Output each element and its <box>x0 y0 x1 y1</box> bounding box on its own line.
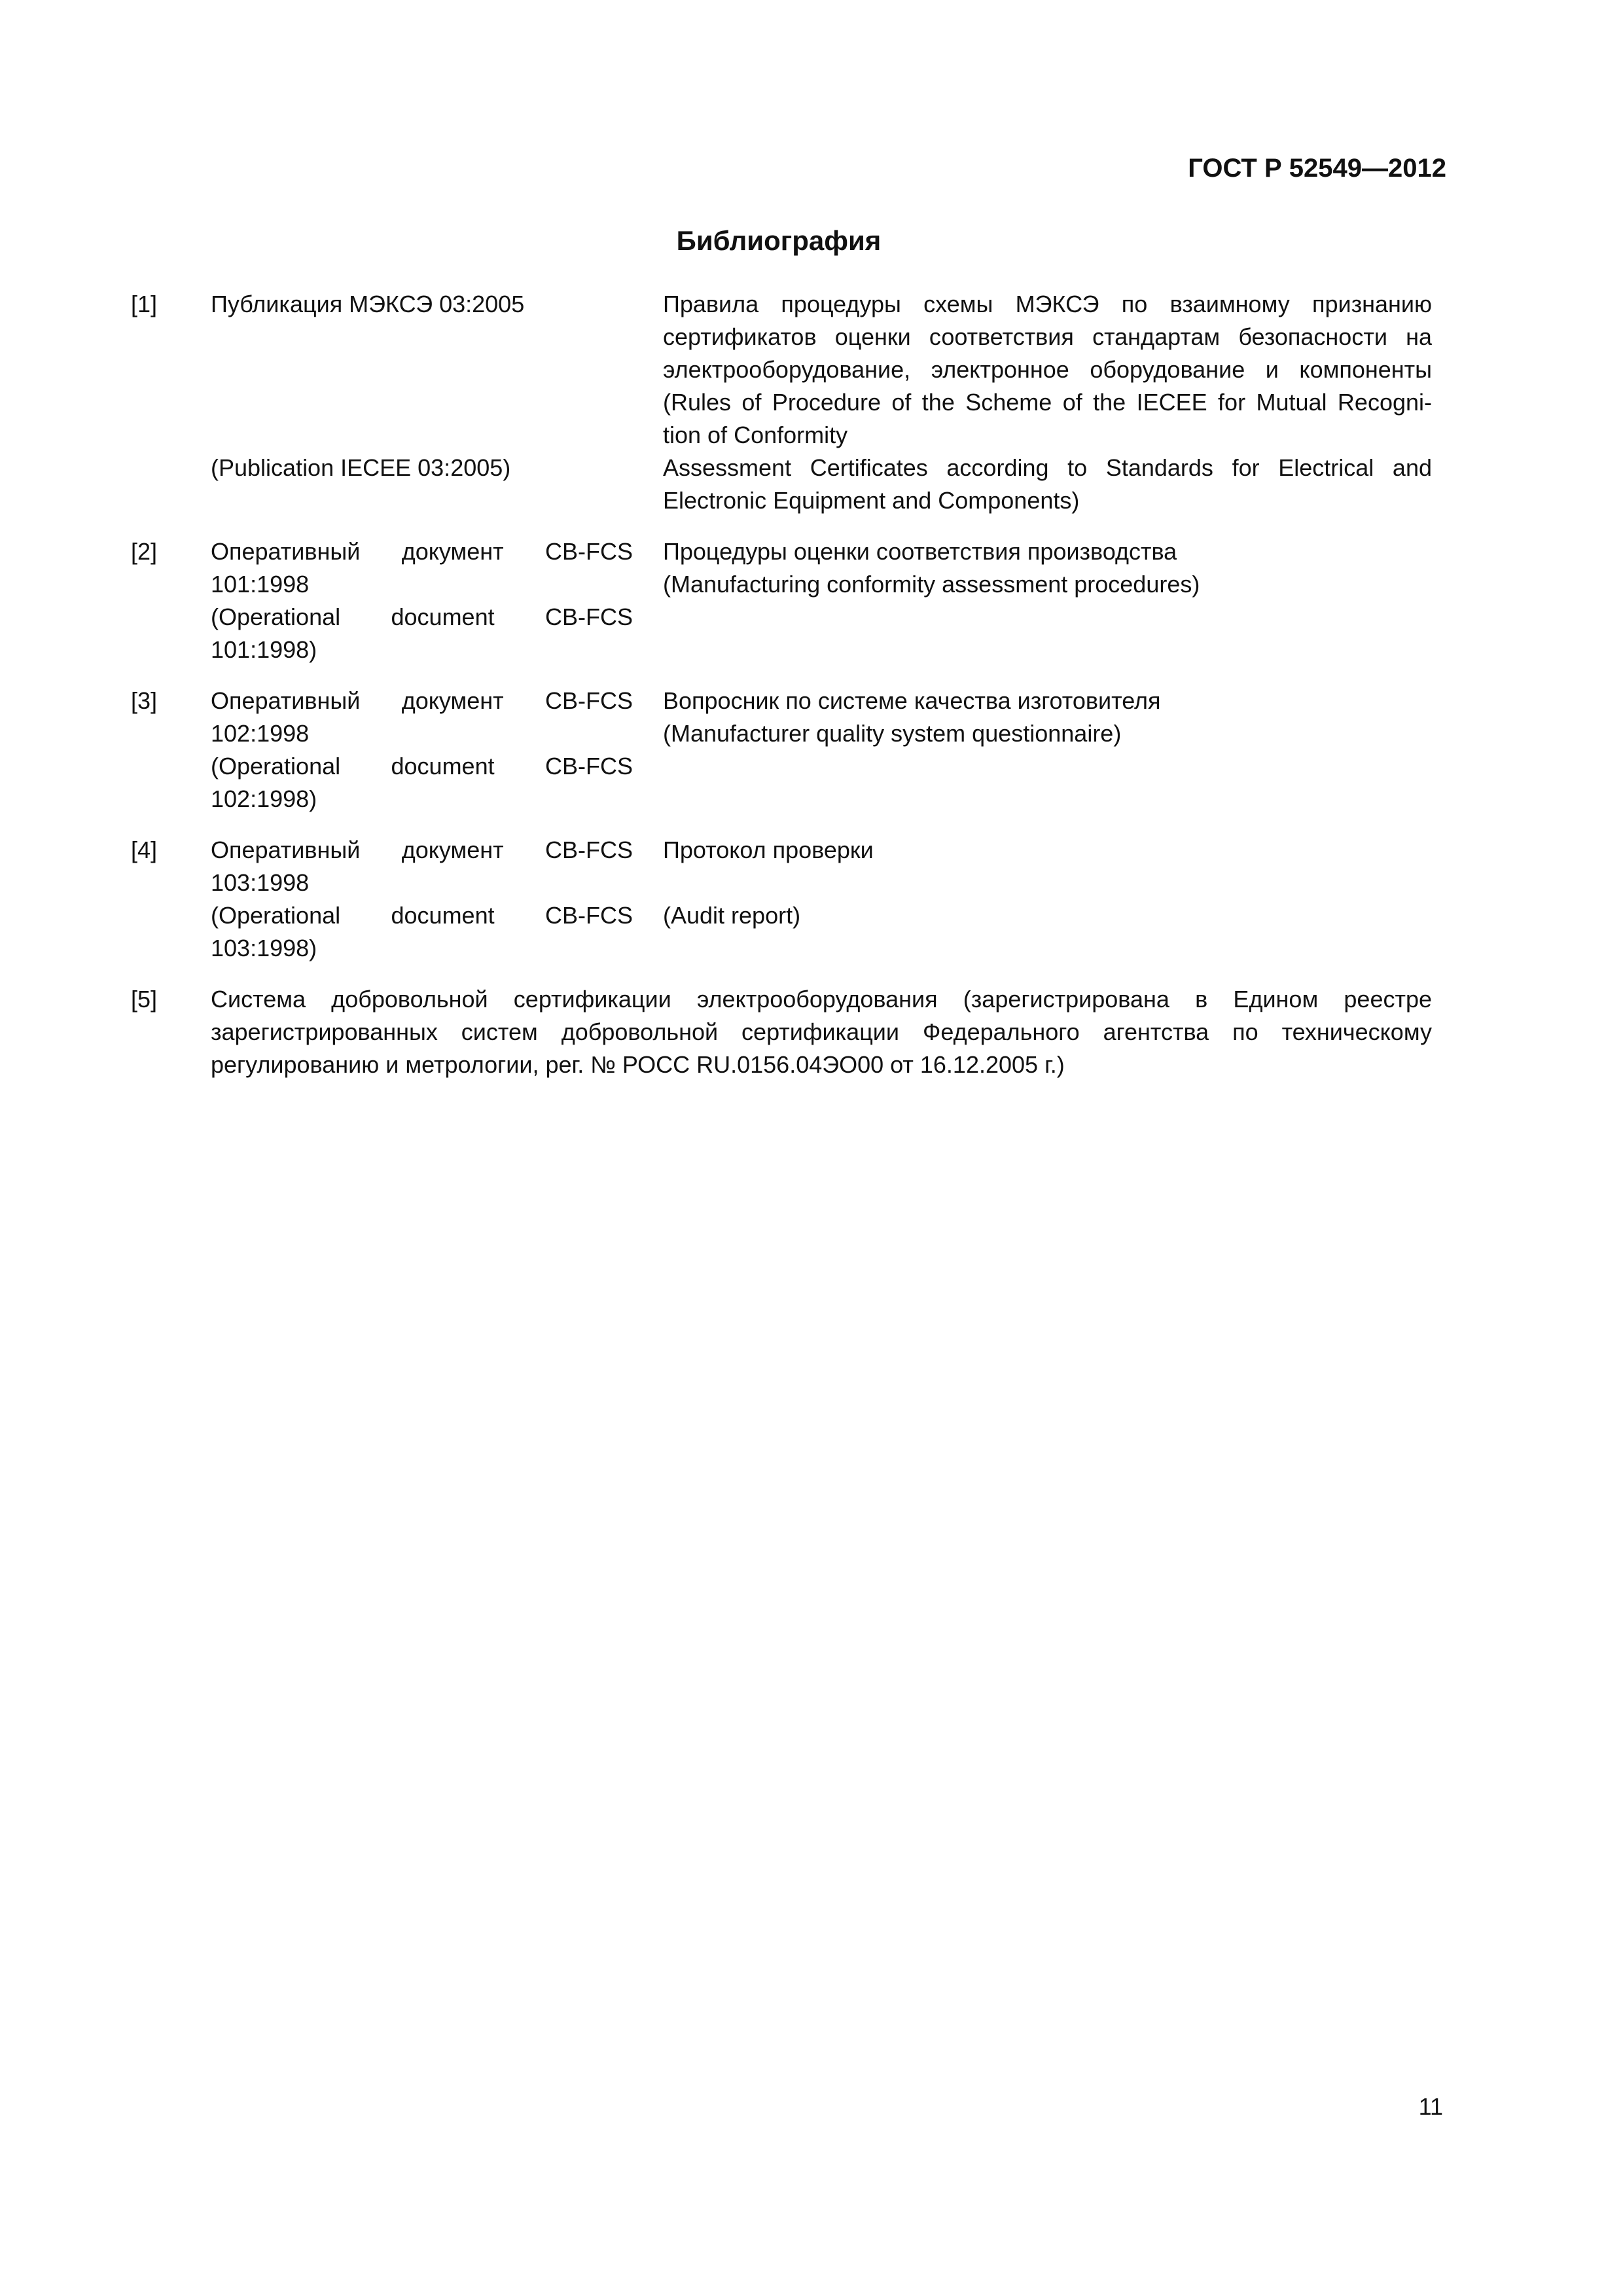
source-russian: 102:1998 <box>211 720 310 747</box>
bibliography-entry-4 <box>131 834 1432 965</box>
entry-source <box>211 685 633 816</box>
description-line: Electronic Equipment and Components) <box>663 487 1080 514</box>
entry-description <box>663 685 1432 816</box>
source-english: (Operational document CB-FCS <box>211 753 633 780</box>
source-russian: 103:1998 <box>211 869 310 896</box>
entry-source <box>211 288 633 517</box>
bibliography-entry-5 <box>131 983 1432 1081</box>
page-number: 11 <box>1418 2093 1443 2120</box>
standard-code: ГОСТ Р 52549—2012 <box>1188 154 1446 183</box>
description-english: (Audit report) <box>663 902 801 929</box>
description-english: (Manufacturer quality system questionnaire) <box>663 720 1122 747</box>
entry-number: [5] <box>131 986 158 1013</box>
entry-text-line: Система добровольной сертификации электрооборудования (зарегистрирована в Едином реестре <box>211 986 1432 1013</box>
description-english: (Manufacturing conformity assessment procedures) <box>663 571 1200 598</box>
bibliography-entry-1 <box>131 288 1432 517</box>
source-russian: Оперативный документ CB-FCS <box>211 687 633 714</box>
source-russian: 101:1998 <box>211 571 310 598</box>
description-line: сертификатов оценки соответствия стандартам безопасности на <box>663 323 1432 350</box>
source-russian: Оперативный документ CB-FCS <box>211 538 633 565</box>
entry-text <box>211 983 1432 1081</box>
source-russian: Оперативный документ CB-FCS <box>211 836 633 863</box>
description-line: Правила процедуры схемы МЭКСЭ по взаимному признанию <box>663 291 1432 317</box>
entry-number: [1] <box>131 291 158 317</box>
description-russian: Процедуры оценки соответствия производства <box>663 538 1177 565</box>
source-english: (Operational document CB-FCS <box>211 902 633 929</box>
page-title: Библиография <box>676 225 882 256</box>
source-english: 103:1998) <box>211 935 317 961</box>
entry-number: [4] <box>131 836 158 863</box>
entry-source <box>211 834 633 965</box>
entry-text-line: зарегистрированных систем добровольной сертификации Федерального агентства по техническому <box>211 1018 1432 1045</box>
description-line: Assessment Certificates according to Standards for Electrical and <box>663 454 1432 481</box>
entry-text-line: регулированию и метрологии, рег. № РОСС RU.0156.04ЭО00 от 16.12.2005 г.) <box>211 1051 1065 1078</box>
entry-number: [2] <box>131 538 158 565</box>
source-english: 102:1998) <box>211 785 317 812</box>
description-line: электрооборудование, электронное оборудование и компоненты <box>663 356 1432 383</box>
description-russian: Протокол проверки <box>663 836 874 863</box>
source-english: (Publication IECEE 03:2005) <box>211 454 511 481</box>
description-russian: Вопросник по системе качества изготовителя <box>663 687 1161 714</box>
bibliography-entry-2 <box>131 535 1432 666</box>
entry-description <box>663 535 1432 666</box>
description-line: tion of Conformity <box>663 422 848 448</box>
entry-number: [3] <box>131 687 158 714</box>
entry-description <box>663 834 1432 965</box>
entry-source <box>211 535 633 666</box>
description-line: (Rules of Procedure of the Scheme of the IECEE for Mutual Recogni- <box>663 389 1432 416</box>
source-english: 101:1998) <box>211 636 317 663</box>
bibliography-list <box>131 288 1432 1081</box>
entry-description <box>663 288 1432 517</box>
source-russian: Публикация МЭКСЭ 03:2005 <box>211 291 525 317</box>
bibliography-entry-3 <box>131 685 1432 816</box>
source-english: (Operational document CB-FCS <box>211 603 633 630</box>
